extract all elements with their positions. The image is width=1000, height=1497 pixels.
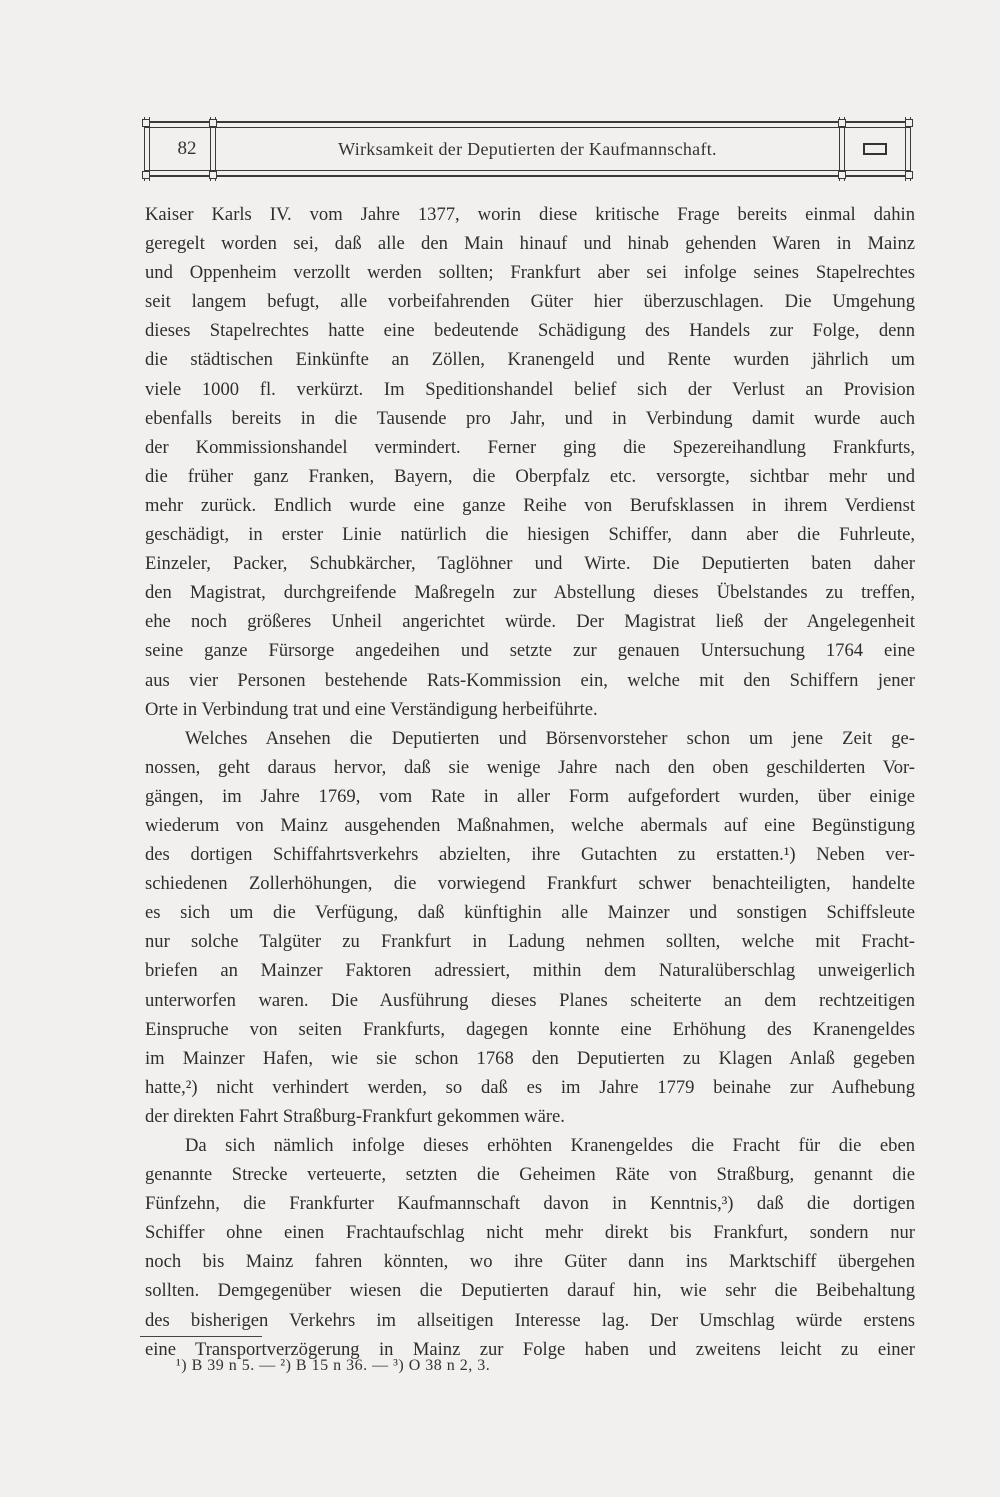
footnotes: ¹) B 39 n 5. — ²) B 15 n 36. — ³) O 38 n 2, 3. (176, 1357, 491, 1374)
text-line: sollten. Demgegenüber wiesen die Deputierten darauf hin, wie sehr die Beibehaltung (145, 1280, 915, 1302)
text-line: Einspruche von seiten Frankfurts, dagegen konnte eine Erhöhung des Kranengeldes (145, 1018, 915, 1040)
running-title: Wirksamkeit der Deputierten der Kaufmannschaft. (338, 139, 717, 159)
header-corner-square (905, 119, 913, 127)
text-line: gängen, im Jahre 1769, vom Rate in aller Form aufgefordert wurden, über einige (145, 785, 915, 807)
text-line: seit langem befugt, alle vorbeifahrenden Güter hier überzuschlagen. Die Umgehung (145, 291, 915, 313)
header-corner-square (838, 119, 846, 127)
text-line: hatte,²) nicht verhindert werden, so daß es im Jahre 1779 beinahe zur Aufhebung (145, 1076, 915, 1098)
text-line: Orte in Verbindung trat und eine Verständigung herbeiführte. (145, 698, 598, 720)
header-corner-square (838, 171, 846, 179)
text-line: Da sich nämlich infolge dieses erhöhten Kranengeldes die Fracht für die eben (185, 1135, 915, 1156)
text-line: unterworfen waren. Die Ausführung dieses Planes scheiterte an dem rechtzeitigen (145, 989, 915, 1011)
header-corner-square (905, 171, 913, 179)
text-line: Einzeler, Packer, Schubkärcher, Taglöhner und Wirte. Die Deputierten baten daher (145, 553, 915, 575)
header-corner-square (142, 171, 150, 179)
text-line: aus vier Personen bestehende Rats-Kommission ein, welche mit den Schiffern jener (145, 669, 915, 691)
text-line: es sich um die Verfügung, daß künftighin alle Mainzer und sonstigen Schiffsleute (145, 902, 915, 924)
text-line: briefen an Mainzer Faktoren adressiert, mithin dem Naturalüberschlag unweigerlich (145, 960, 915, 982)
text-line: des dortigen Schiffahrtsverkehrs abzielten, ihre Gutachten zu erstatten.¹) Neben ver- (145, 844, 915, 866)
text-line: mehr zurück. Endlich wurde eine ganze Reihe von Berufsklassen in ihrem Verdienst (145, 494, 915, 516)
text-line: ebenfalls bereits in die Tausende pro Jahr, und in Verbindung damit wurde auch (145, 407, 915, 429)
text-line: den Magistrat, durchgreifende Maßregeln zur Abstellung dieses Übelstandes zu treffen, (145, 582, 915, 604)
text-line: wiederum von Mainz ausgehenden Maßnahmen, welche abermals auf eine Begünstigung (145, 814, 915, 836)
running-header (140, 117, 915, 181)
text-line: des bisherigen Verkehrs im allseitigen Interesse lag. Der Umschlag würde erstens (145, 1309, 915, 1331)
body-text (145, 200, 915, 1364)
text-line: geregelt worden sei, daß alle den Main hinauf und hinab gehenden Waren in Mainz (145, 233, 915, 255)
text-line: seine ganze Fürsorge angedeihen und setzte zur genauen Untersuchung 1764 eine (145, 640, 915, 662)
text-line: viele 1000 fl. verkürzt. Im Speditionshandel belief sich der Verlust an Provision (145, 378, 915, 400)
page-number: 82 (177, 138, 197, 159)
text-line: der Kommissionshandel vermindert. Ferner ging die Spezereihandlung Frankfurts, (145, 436, 915, 458)
text-line: die früher ganz Franken, Bayern, die Oberpfalz etc. versorgte, sichtbar mehr und (145, 465, 915, 487)
text-line: Kaiser Karls IV. vom Jahre 1377, worin diese kritische Frage bereits einmal dahin (145, 204, 915, 225)
text-line: nossen, geht daraus hervor, daß sie wenige Jahre nach den oben geschilderten Vor- (145, 756, 915, 778)
text-line: schiedenen Zollerhöhungen, die vorwiegend Frankfurt schwer benachteiligten, handelte (145, 873, 915, 895)
text-line: Fünfzehn, die Frankfurter Kaufmannschaft davon in Kenntnis,³) daß die dortigen (145, 1193, 915, 1215)
text-line: ehe noch größeres Unheil angerichtet würde. Der Magistrat ließ der Angelegenheit (145, 611, 915, 633)
text-line: geschädigt, in erster Linie natürlich die hiesigen Schiffer, dann aber die Fuhrleute, (145, 524, 915, 546)
text-line: die städtischen Einkünfte an Zöllen, Kranengeld und Rente wurden jährlich um (145, 349, 915, 371)
text-line: der direkten Fahrt Straßburg-Frankfurt gekommen wäre. (145, 1105, 565, 1127)
text-line: Welches Ansehen die Deputierten und Börsenvorsteher schon um jene Zeit ge- (185, 727, 915, 749)
text-line: nur solche Talgüter zu Frankfurt in Ladung nehmen sollten, welche mit Fracht- (145, 931, 915, 953)
ornament-box-icon (863, 143, 887, 155)
header-corner-square (142, 119, 150, 127)
text-line: eine Transportverzögerung in Mainz zur Folge haben und zweitens leicht zu einer (145, 1338, 915, 1360)
text-line: genannte Strecke verteuerte, setzten die Geheimen Räte von Straßburg, genannt die (145, 1164, 915, 1186)
text-line: im Mainzer Hafen, wie sie schon 1768 den Deputierten zu Klagen Anlaß gegeben (145, 1047, 915, 1069)
text-line: und Oppenheim verzollt werden sollten; Frankfurt aber sei infolge seines Stapelrechtes (145, 262, 915, 284)
text-line: Schiffer ohne einen Frachtaufschlag nicht mehr direkt bis Frankfurt, sondern nur (145, 1222, 915, 1244)
text-line: dieses Stapelrechtes hatte eine bedeutende Schädigung des Handels zur Folge, denn (145, 320, 915, 342)
text-line: noch bis Mainz fahren könnten, wo ihre Güter dann ins Marktschiff übergehen (145, 1251, 915, 1273)
footnote-rule (140, 1336, 262, 1337)
